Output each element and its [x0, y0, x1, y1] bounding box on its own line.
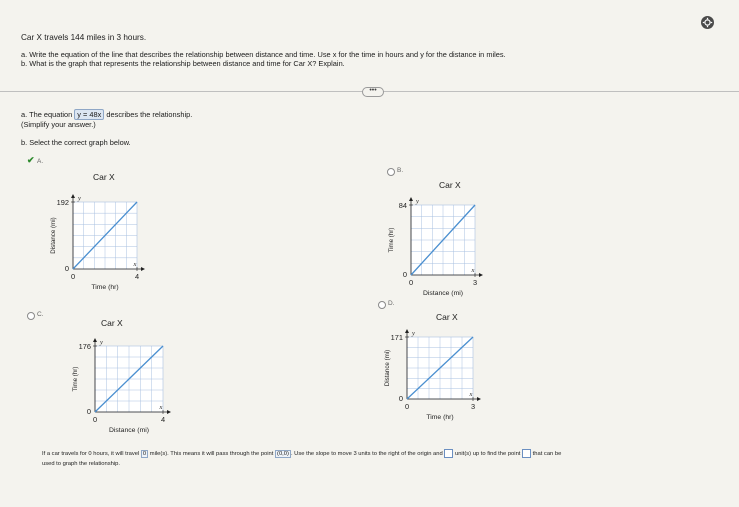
x-axis-letter: x	[159, 404, 163, 411]
explanation-part5: that can be	[532, 451, 562, 458]
explanation-part2: mile(s). This means it will pass through the point	[149, 451, 274, 458]
chart-d[interactable]	[375, 329, 505, 425]
x-tick-label: 4	[160, 415, 166, 424]
option-c-label[interactable]: C.	[37, 311, 44, 318]
x-tick-label: 3	[470, 402, 476, 411]
x-origin-label: 0	[70, 272, 76, 281]
y-origin-label: 0	[402, 270, 407, 279]
option-b-label[interactable]: B.	[397, 167, 404, 174]
chart-a-title: Car X	[93, 172, 115, 182]
point-input[interactable]	[522, 449, 531, 458]
y-tick-label: 192	[56, 198, 69, 207]
y-axis-title: Time (hr)	[72, 366, 79, 392]
chart-b-title: Car X	[439, 180, 461, 190]
x-tick-label: 3	[472, 278, 478, 287]
gear-icon[interactable]	[701, 16, 714, 29]
x-origin-label: 0	[92, 415, 98, 424]
y-axis-arrow	[93, 338, 97, 342]
y-axis-letter: y	[100, 339, 103, 346]
chart-d-title: Car X	[436, 312, 458, 322]
answer-b-prompt: b. Select the correct graph below.	[21, 138, 131, 147]
y-tick-label: 84	[398, 201, 407, 210]
explanation-part4: unit(s) up to find the point	[454, 451, 521, 458]
option-b-radio[interactable]	[387, 168, 395, 176]
option-a-label[interactable]: A.	[37, 158, 44, 165]
x-origin-label: 0	[408, 278, 414, 287]
checkmark-icon: ✔	[27, 155, 35, 165]
chart-c-title: Car X	[101, 318, 123, 328]
x-tick-label: 4	[134, 272, 140, 281]
y-tick-label: 171	[390, 333, 403, 342]
y-axis-letter: y	[412, 330, 415, 337]
x-axis-arrow	[479, 273, 483, 277]
y-origin-label: 0	[86, 407, 91, 416]
y-axis-arrow	[71, 194, 75, 198]
units-up-input[interactable]	[444, 449, 453, 458]
answer-a-equation[interactable]: y = 48x	[74, 109, 104, 120]
chart-a[interactable]	[27, 190, 162, 295]
option-d-radio[interactable]	[378, 301, 386, 309]
chart-c[interactable]	[49, 336, 189, 436]
miles-answer[interactable]: 0	[142, 451, 147, 458]
option-d-label[interactable]: D.	[388, 300, 395, 307]
answer-a-suffix: describes the relationship.	[106, 110, 193, 119]
y-axis-title: Distance (mi)	[50, 217, 57, 254]
x-axis-arrow	[167, 410, 171, 414]
problem-statement: Car X travels 144 miles in 3 hours.	[21, 33, 147, 42]
x-axis-title: Distance (mi)	[422, 290, 464, 297]
explanation-line-2: used to graph the relationship.	[42, 461, 120, 467]
explanation-line-1	[42, 449, 561, 458]
y-axis-letter: y	[416, 198, 419, 205]
explanation-part3: . Use the slope to move 3 units to the right of the origin and	[290, 451, 443, 458]
x-axis-title: Distance (mi)	[108, 427, 150, 434]
x-axis-letter: x	[133, 261, 137, 268]
answer-a-line	[21, 109, 192, 120]
y-axis-letter: y	[78, 195, 81, 202]
y-axis-arrow	[405, 329, 409, 333]
expand-more-button[interactable]: •••	[362, 87, 384, 97]
x-axis-title: Time (hr)	[91, 284, 119, 291]
x-axis-arrow	[141, 267, 145, 271]
x-axis-arrow	[477, 397, 481, 401]
option-c-radio[interactable]	[27, 312, 35, 320]
answer-a-prefix: a. The equation	[21, 110, 73, 119]
chart-b[interactable]	[383, 197, 503, 297]
point-answer[interactable]: (0,0)	[277, 451, 289, 458]
problem-part-a: a. Write the equation of the line that describes the relationship between distance and time. Use x for the time in hours and y for the distance in miles.	[21, 50, 506, 59]
explanation-part1: If a car travels for 0 hours, it will travel	[42, 451, 140, 458]
x-axis-title: Time (hr)	[426, 414, 454, 421]
y-axis-title: Time (hr)	[388, 227, 395, 253]
problem-part-b: b. What is the graph that represents the relationship between distance and time for Car X? Explain.	[21, 59, 345, 68]
y-origin-label: 0	[64, 264, 69, 273]
y-tick-label: 176	[78, 342, 91, 351]
y-axis-title: Distance (mi)	[384, 349, 391, 387]
x-axis-letter: x	[469, 391, 473, 398]
y-origin-label: 0	[398, 394, 403, 403]
x-axis-letter: x	[471, 267, 475, 274]
x-origin-label: 0	[404, 402, 410, 411]
y-axis-arrow	[409, 197, 413, 201]
answer-a-hint: (Simplify your answer.)	[21, 120, 96, 129]
